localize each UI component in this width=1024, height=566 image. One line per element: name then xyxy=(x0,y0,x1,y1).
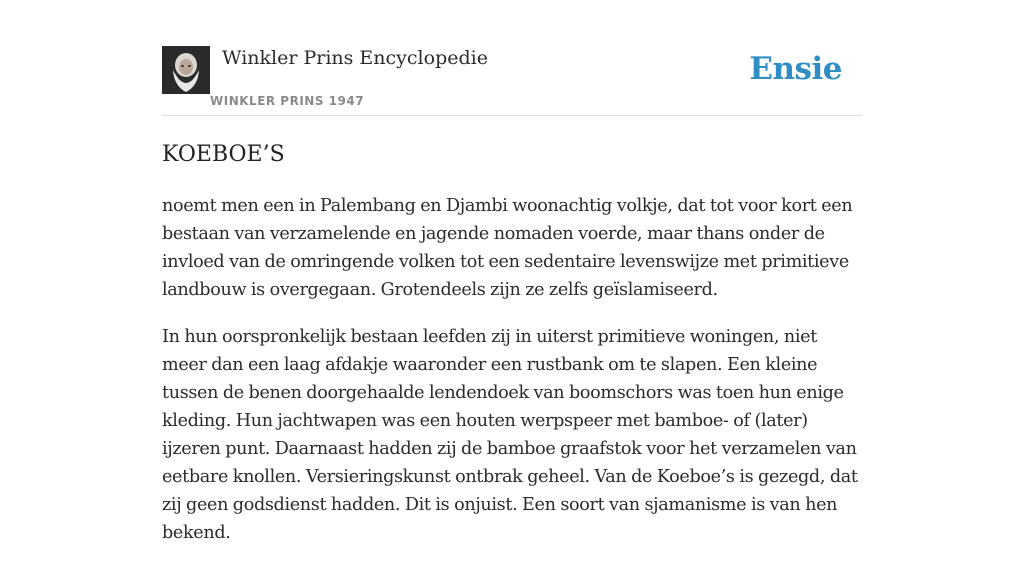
source-title[interactable]: Winkler Prins Encyclopedie xyxy=(222,47,488,69)
article-paragraph: noemt men een in Palembang en Djambi woonachtig volkje, dat tot voor kort een bestaan van verzamelende en jagende nomaden voerde, maar thans onder de invloed van de omringende volken tot een sedentaire levenswijze met primitieve landbouw is overgegaan. Grotendeels zijn ze zelfs geïslamiseerd. xyxy=(162,196,853,300)
source-header xyxy=(162,0,862,116)
ensie-logo[interactable]: Ensie xyxy=(749,51,842,87)
bearded-man-portrait-icon xyxy=(162,46,210,94)
article-body xyxy=(162,192,862,566)
source-edition[interactable]: WINKLER PRINS 1947 xyxy=(210,94,365,108)
article-title: KOEBOE’S xyxy=(162,142,285,167)
source-avatar[interactable] xyxy=(162,46,210,94)
article-paragraph: In hun oorspronkelijk bestaan leefden zij in uiterst primitieve woningen, niet meer dan een laag afdakje waaronder een rustbank om te slapen. Een kleine tussen de benen doorgehaalde lendendoek van boomschors was toen hun enige kleding. Hun jachtwapen was een houten werpspeer met bamboe- of (later) ijzeren punt. Daarnaast hadden zij de bamboe graafstok voor het verzamelen van eetbare knollen. Versieringskunst ontbrak geheel. Van de Koeboe’s is gezegd, dat zij geen godsdienst hadden. Dit is onjuist. Een soort van sjamanisme is van hen bekend. xyxy=(162,327,858,543)
